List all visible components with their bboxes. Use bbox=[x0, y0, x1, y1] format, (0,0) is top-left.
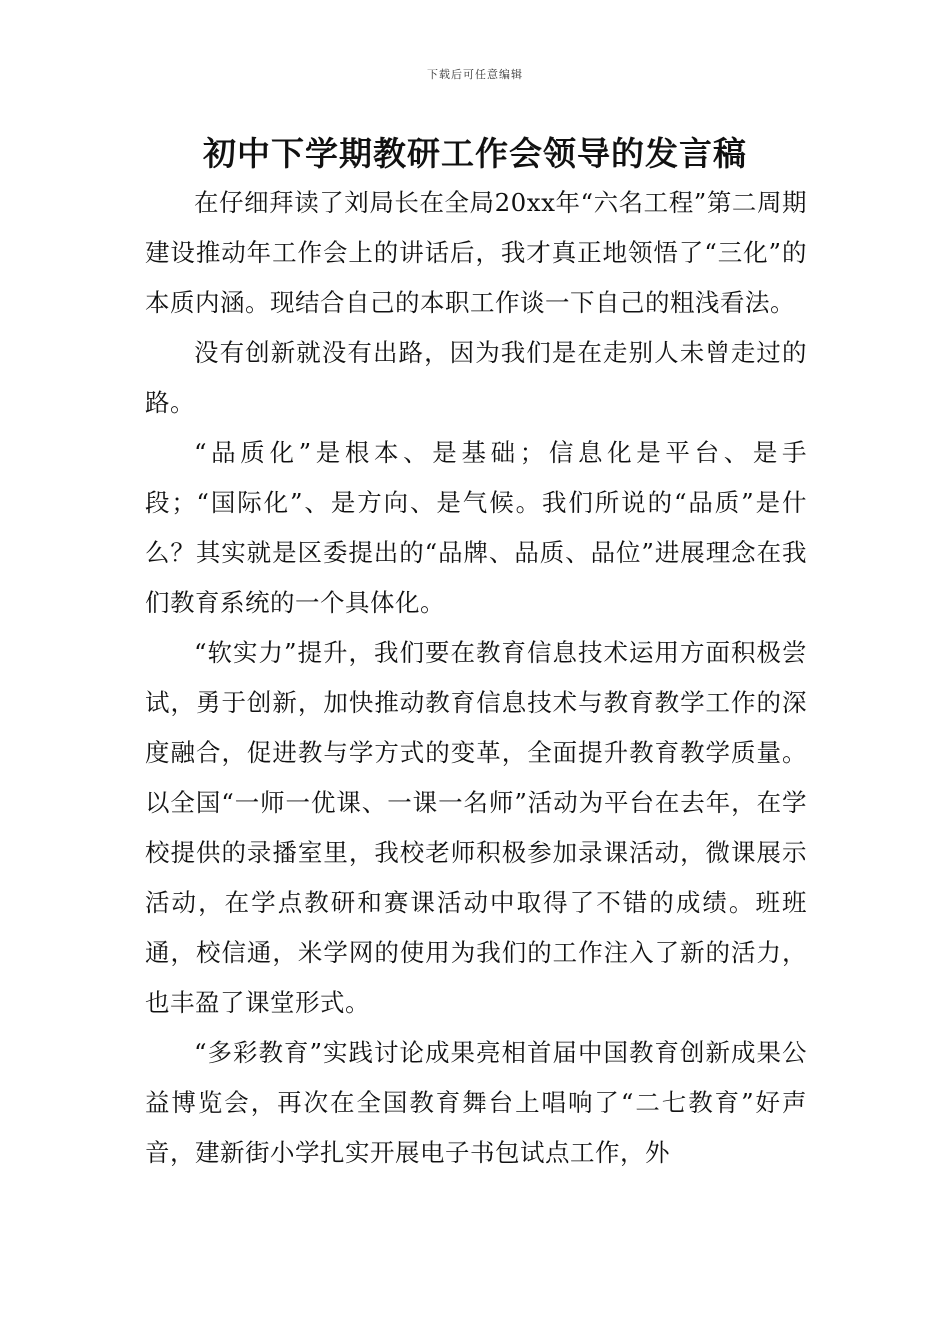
paragraph: “多彩教育”实践讨论成果亮相首届中国教育创新成果公益博览会，再次在全国教育舞台上唱响了“二七教育”好声音，建新街小学扎实开展电子书包试点工作，外 bbox=[145, 1038, 807, 1167]
header-note: 下载后可任意编辑 bbox=[427, 68, 523, 81]
document-body bbox=[145, 178, 807, 1178]
document-title: 初中下学期教研工作会领导的发言稿 bbox=[203, 134, 747, 173]
paragraph: 没有创新就没有出路，因为我们是在走别人未曾走过的路。 bbox=[145, 338, 807, 417]
paragraph: “软实力”提升，我们要在教育信息技术运用方面积极尝试，勇于创新，加快推动教育信息技术与教育教学工作的深度融合，促进教与学方式的变革，全面提升教育教学质量。以全国“一师一优课、一课一名师”活动为平台在去年，在学校提供的录播室里，我校老师积极参加录课活动，微课展示活动，在学点教研和赛课活动中取得了不错的成绩。班班通，校信通，米学网的使用为我们的工作注入了新的活力，也丰盈了课堂形式。 bbox=[145, 638, 807, 1017]
paragraph: “品质化”是根本、是基础；信息化是平台、是手段；“国际化”、是方向、是气候。我们所说的“品质”是什么？其实就是区委提出的“品牌、品质、品位”进展理念在我们教育系统的一个具体化。 bbox=[145, 438, 807, 617]
paragraph: 在仔细拜读了刘局长在全局20xx年“六名工程”第二周期建设推动年工作会上的讲话后，我才真正地领悟了“三化”的本质内涵。现结合自己的本职工作谈一下自己的粗浅看法。 bbox=[145, 188, 807, 317]
